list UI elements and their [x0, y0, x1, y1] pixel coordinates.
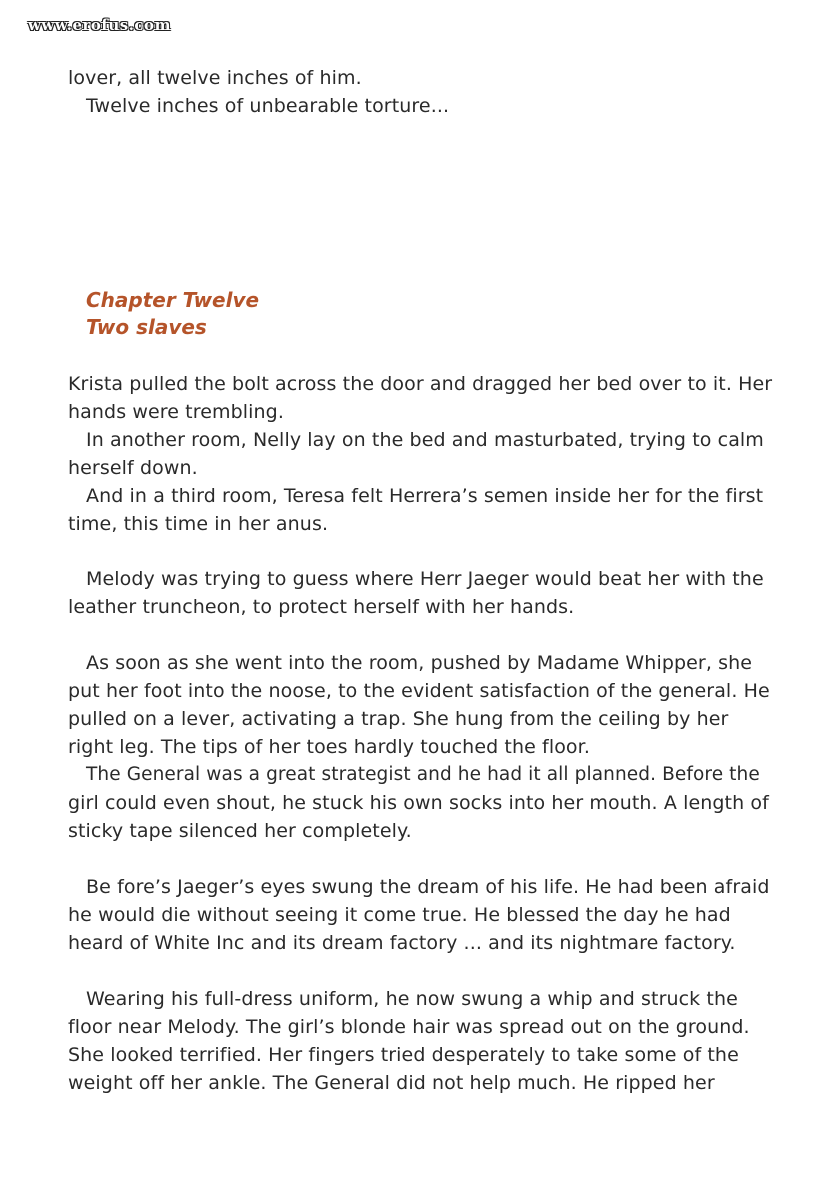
site-watermark: www.erofus.com [28, 16, 171, 34]
text-line: sticky tape silenced her completely. [68, 820, 412, 842]
text-line: Melody was trying to guess where Herr Jaeger would beat her with the [86, 568, 764, 590]
body-text-block [68, 649, 772, 845]
text-line: leather truncheon, to protect herself with her hands. [68, 596, 575, 618]
body-text-block [68, 565, 772, 621]
text-line: pulled on a lever, activating a trap. She hung from the ceiling by her [68, 708, 729, 730]
text-line: The General was a great strategist and he had it all planned. Before the [86, 764, 760, 785]
text-line: weight off her ankle. The General did not help much. He ripped her [68, 1072, 715, 1094]
text-line: girl could even shout, he stuck his own socks into her mouth. A length of [68, 792, 769, 814]
text-line: She looked terrified. Her fingers tried desperately to take some of the [68, 1044, 739, 1066]
text-line: hands were trembling. [68, 401, 284, 423]
text-line: put her foot into the noose, to the evident satisfaction of the general. He [68, 680, 770, 702]
body-text-block [68, 873, 772, 957]
text-line: Be fore’s Jaeger’s eyes swung the dream of his life. He had been afraid [86, 876, 770, 898]
text-line: he would die without seeing it come true. He blessed the day he had [68, 904, 731, 926]
text-line: Twelve inches of unbearable torture... [86, 95, 450, 117]
text-line: right leg. The tips of her toes hardly touched the floor. [68, 736, 590, 758]
chapter-subtitle: Two slaves [86, 315, 207, 339]
text-line: lover, all twelve inches of him. [68, 67, 362, 89]
text-line: Wearing his full-dress uniform, he now swung a whip and struck the [86, 988, 738, 1010]
text-line: And in a third room, Teresa felt Herrera’s semen inside her for the first [86, 485, 764, 507]
text-line: heard of White Inc and its dream factory ... and its nightmare factory. [68, 932, 736, 954]
body-text-block [68, 985, 772, 1097]
text-line: In another room, Nelly lay on the bed and masturbated, trying to calm [86, 429, 764, 451]
text-line: As soon as she went into the room, pushed by Madame Whipper, she [86, 652, 753, 674]
chapter-title: Chapter Twelve [86, 288, 260, 312]
text-line: floor near Melody. The girl’s blonde hair was spread out on the ground. [68, 1016, 750, 1038]
text-line: herself down. [68, 457, 198, 479]
text-line: Krista pulled the bolt across the door and dragged her bed over to it. Her [68, 373, 773, 395]
text-line: time, this time in her anus. [68, 513, 329, 535]
top-text-block [68, 64, 772, 120]
body-text-block [68, 370, 772, 538]
chapter-heading [86, 287, 259, 341]
